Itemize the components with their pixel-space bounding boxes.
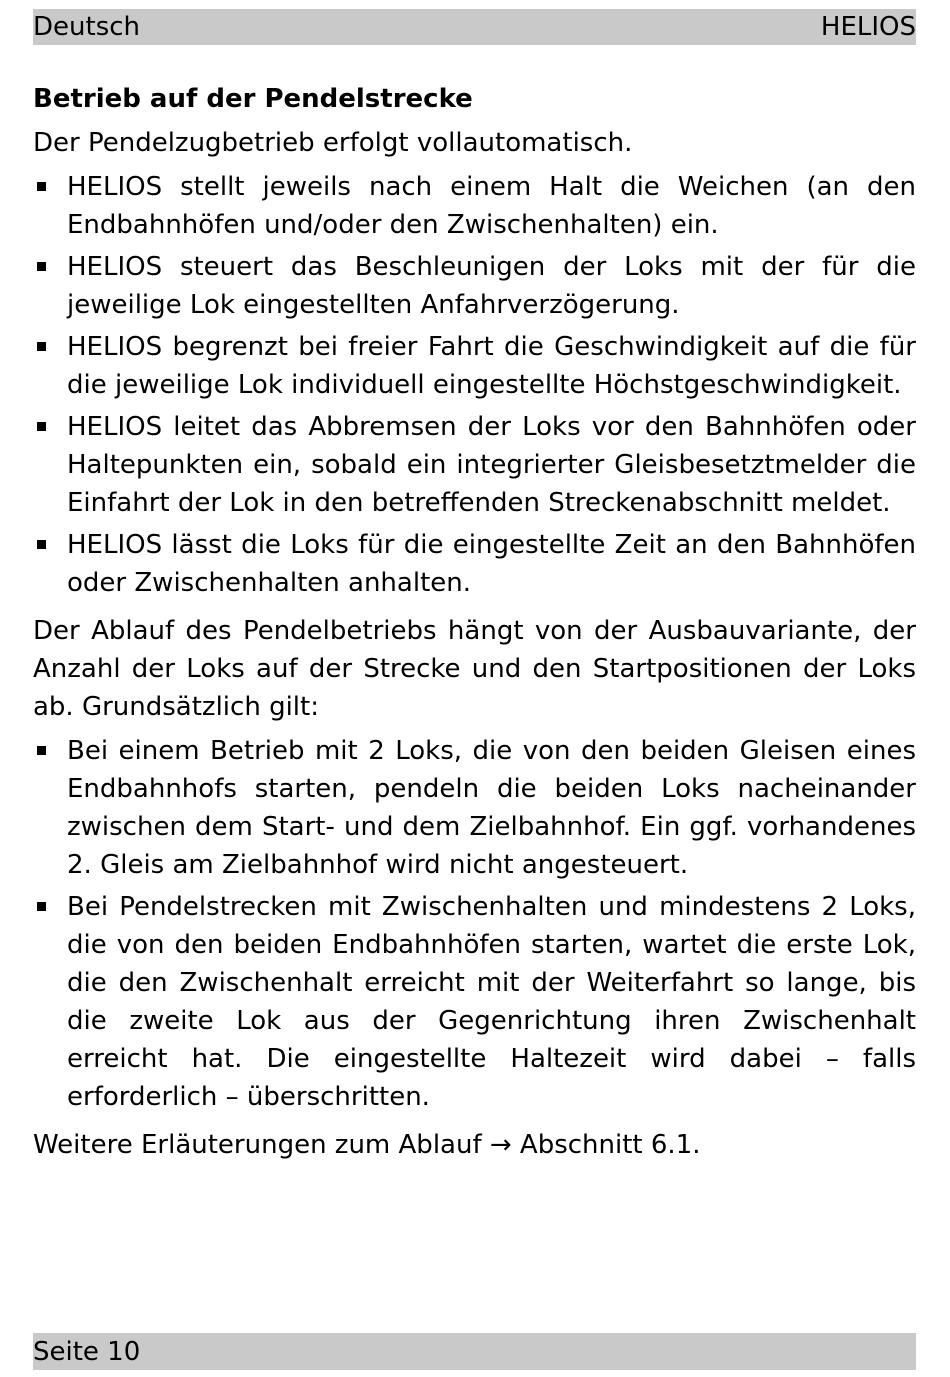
- intro-paragraph: Der Pendelzugbetrieb erfolgt vollautomatisch.: [33, 128, 633, 158]
- list-item: HELIOS stellt jeweils nach einem Halt die Weichen (an den Endbahnhöfen und/oder den Zwischenhalten) ein.: [33, 168, 916, 244]
- sequence-paragraph: Der Ablauf des Pendelbetriebs hängt von der Ausbauvariante, der Anzahl der Loks auf der Strecke und den Startpositionen der Loks ab. Grundsätzlich gilt:: [33, 616, 916, 722]
- page-number: Seite 10: [33, 1336, 141, 1367]
- header-language: Deutsch: [33, 12, 141, 42]
- page-header: [33, 9, 916, 45]
- page-content: [33, 80, 916, 1170]
- closing-paragraph: Weitere Erläuterungen zum Ablauf → Abschnitt 6.1.: [33, 1130, 701, 1160]
- list-item: HELIOS begrenzt bei freier Fahrt die Geschwindigkeit auf die für die jeweilige Lok individuell eingestellte Höchstgeschwindigkeit.: [33, 328, 916, 404]
- rules-bullet-list: [33, 732, 916, 1116]
- page-footer: [33, 1333, 916, 1370]
- list-item: Bei Pendelstrecken mit Zwischenhalten und mindestens 2 Loks, die von den beiden Endbahnhöfen starten, wartet die erste Lok, die den Zwischenhalt erreicht mit der Weiterfahrt so lange, bis die zweite Lok aus der Gegenrichtung ihren Zwischenhalt erreicht hat. Die eingestellte Haltezeit wird dabei – falls erforderlich – überschritten.: [33, 888, 916, 1116]
- header-product: HELIOS: [820, 12, 916, 42]
- list-item: HELIOS steuert das Beschleunigen der Loks mit der für die jeweilige Lok eingestellten Anfahrverzögerung.: [33, 248, 916, 324]
- list-item: HELIOS leitet das Abbremsen der Loks vor den Bahnhöfen oder Haltepunkten ein, sobald ein integrierter Gleisbesetztmelder die Einfahrt der Lok in den betreffenden Streckenabschnitt meldet.: [33, 408, 916, 522]
- list-item: Bei einem Betrieb mit 2 Loks, die von den beiden Gleisen eines Endbahnhofs starten, pendeln die beiden Loks nacheinander zwischen dem Start- und dem Zielbahnhof. Ein ggf. vorhandenes 2. Gleis am Zielbahnhof wird nicht angesteuert.: [33, 732, 916, 884]
- list-item: HELIOS lässt die Loks für die eingestellte Zeit an den Bahnhöfen oder Zwischenhalten anhalten.: [33, 526, 916, 602]
- operation-bullet-list: [33, 168, 916, 602]
- section-title: Betrieb auf der Pendelstrecke: [33, 84, 473, 114]
